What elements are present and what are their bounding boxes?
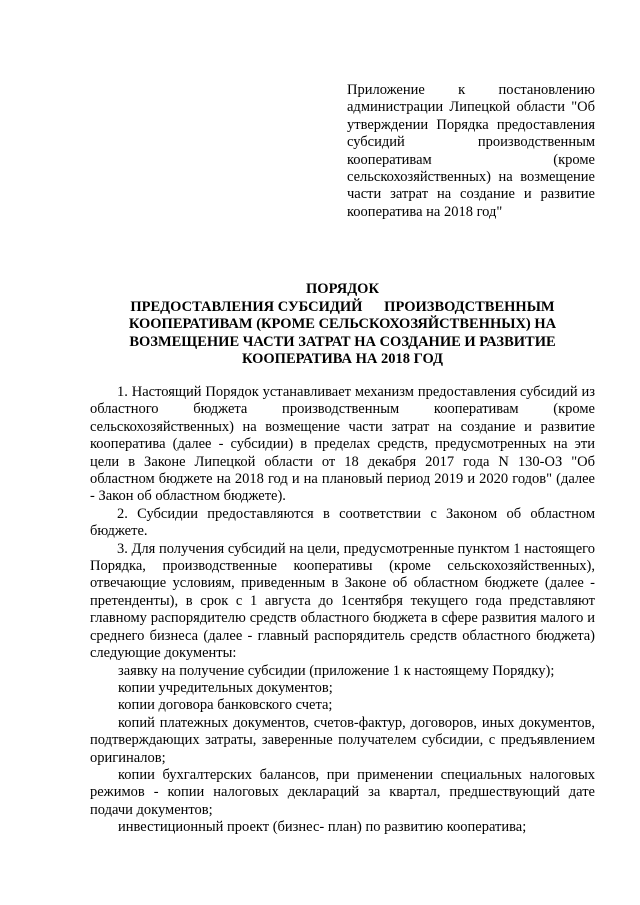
document-list-item-payment-docs: копий платежных документов, счетов-фактур, договоров, иных документов, подтверждающих затраты, заверенные получателем субсидии, с предъявлением оригиналов; [90,714,595,766]
document-list-item-bank-account: копии договора банковского счета; [118,697,333,714]
document-title [90,281,595,369]
title-line-4: ВОЗМЕЩЕНИЕ ЧАСТИ ЗАТРАТ НА СОЗДАНИЕ И РАЗВИТИЕ [129,333,556,350]
paragraph-1: 1. Настоящий Порядок устанавливает механизм предоставления субсидий из областного бюджета производственным кооперативам (кроме сельскохозяйственных) на возмещение части затрат на создание и развитие кооператива (далее - субсидии) в пределах средств, предусмотренных на эти цели в Законе Липецкой области от 18 декабря 2017 года N 130-ОЗ "Об областном бюджете на 2018 год и на плановый период 2019 и 2020 годов" (далее - Закон об областном бюджете). [90,384,595,505]
title-line-2: ПРЕДОСТАВЛЕНИЯ СУБСИДИЙ ПРОИЗВОДСТВЕННЫМ [130,298,555,315]
title-line-1: ПОРЯДОК [306,281,379,297]
paragraph-3: 3. Для получения субсидий на цели, предусмотренные пунктом 1 настоящего Порядка, производственные кооперативы (кроме сельскохозяйственных), отвечающие условиям, приведенным в Законе об областном бюджете (далее - претенденты), в срок с 1 августа до 1сентября текущего года представляют главному распорядителю средств областного бюджета в сфере развития малого и среднего бизнеса (далее - главный распорядитель средств областного бюджета) следующие документы: [90,540,595,662]
document-body [90,384,595,837]
paragraph-2: 2. Субсидии предоставляются в соответствии с Законом об областном бюджете. [90,505,595,540]
appendix-text: Приложение к постановлению администрации Липецкой области "Об утверждении Порядка предоставления субсидий производственным кооперативам (кроме сельскохозяйственных) на возмещение части затрат на создание и развитие кооператива на 2018 год" [347,82,595,220]
document-list-item-application: заявку на получение субсидии (приложение 1 к настоящему Порядку); [118,662,555,679]
title-line-3: КООПЕРАТИВАМ (КРОМЕ СЕЛЬСКОХОЗЯЙСТВЕННЫХ) НА [128,316,557,333]
title-line-5: КООПЕРАТИВА НА 2018 ГОД [241,351,444,368]
document-list-item-business-plan: инвестиционный проект (бизнес- план) по развитию кооператива; [118,819,527,836]
appendix-note [347,82,595,221]
document-list-item-charter: копии учредительных документов; [118,679,333,696]
document-list-item-balances: копии бухгалтерских балансов, при применении специальных налоговых режимов - копии налоговых деклараций за квартал, предшествующий дате подачи документов; [90,766,595,818]
